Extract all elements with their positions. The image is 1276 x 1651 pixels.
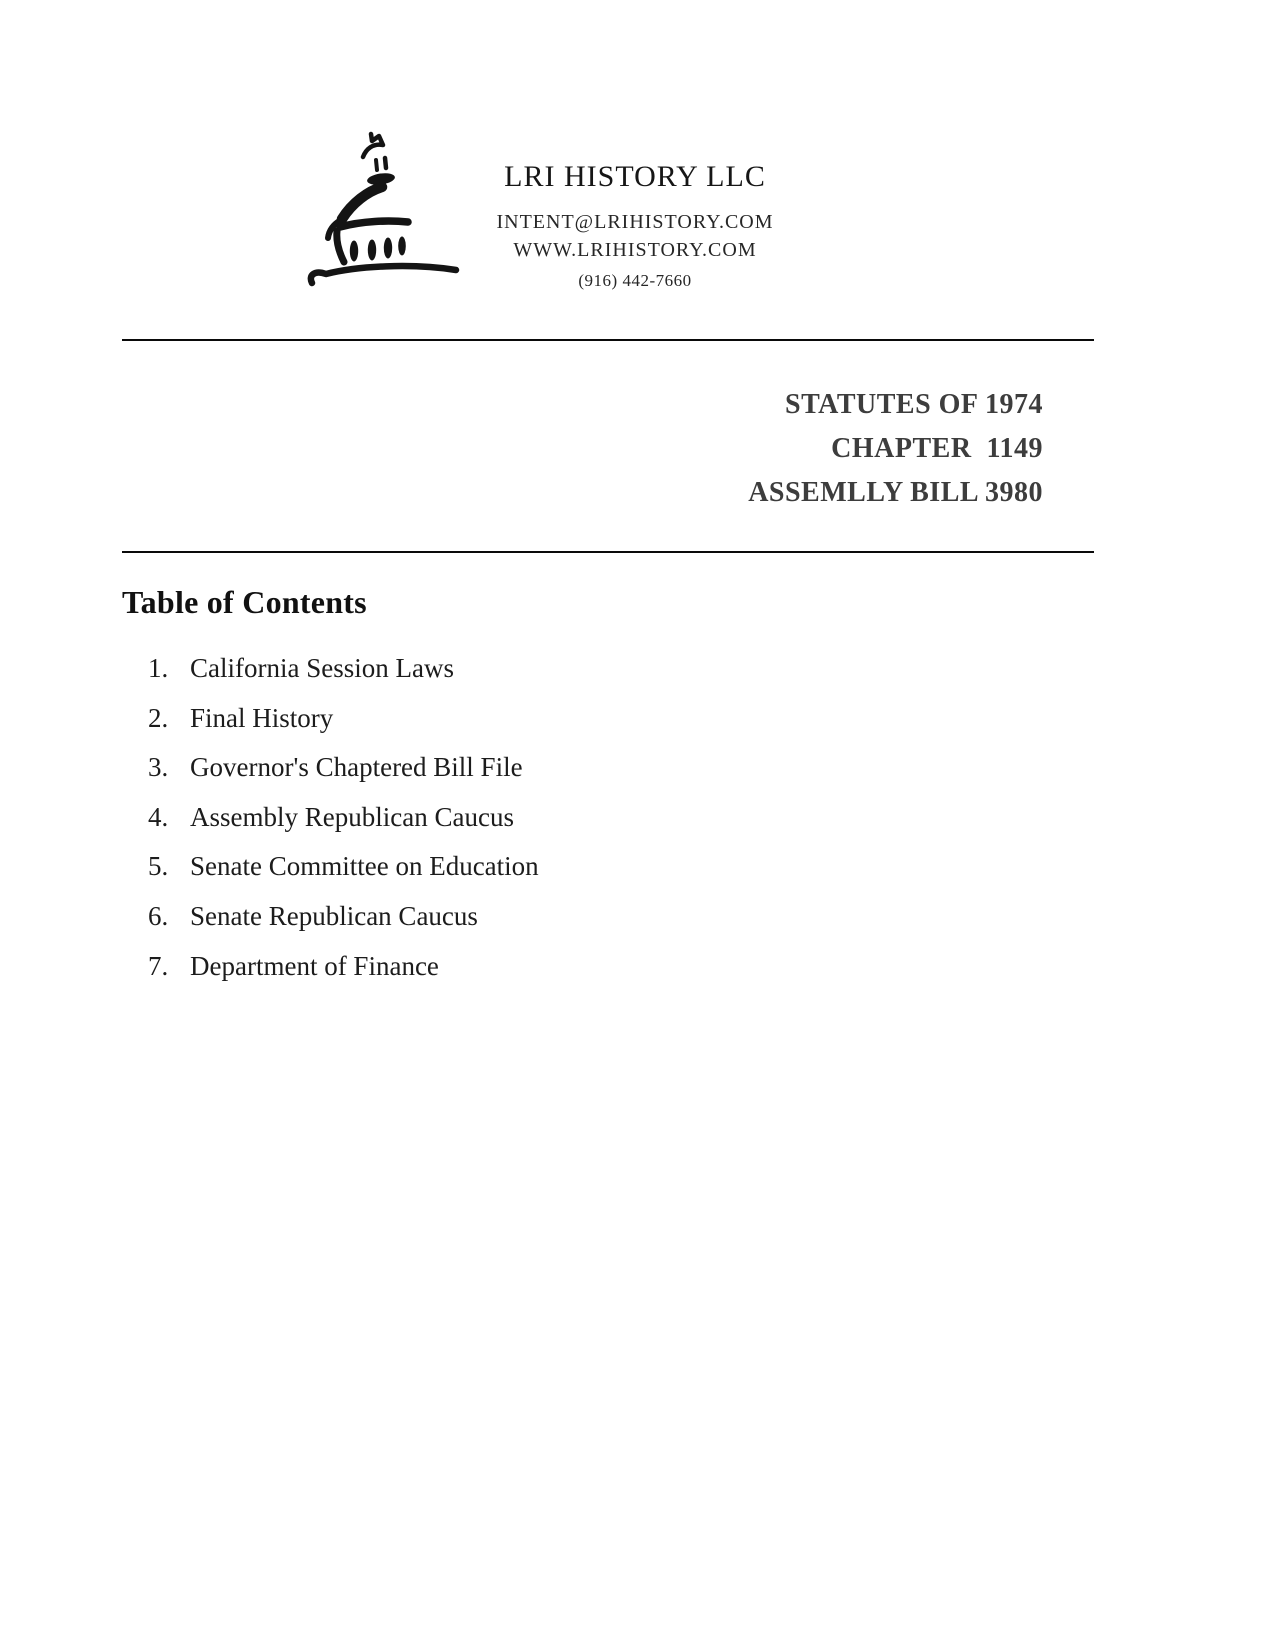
toc-item-number: 4. <box>148 801 169 832</box>
toc-item-label: Final History <box>190 702 334 733</box>
statute-reference-block <box>748 383 1043 515</box>
toc-item-label: Department of Finance <box>190 950 439 981</box>
toc-title: Table of Contents <box>122 584 367 620</box>
divider-top <box>122 339 1094 341</box>
toc-item <box>148 946 948 996</box>
toc-item-label: Senate Republican Caucus <box>190 900 478 931</box>
toc-item-number: 2. <box>148 702 169 733</box>
toc-item-number: 3. <box>148 752 169 783</box>
toc-item <box>148 747 948 797</box>
toc-item-number: 5. <box>148 851 169 882</box>
toc-list <box>148 648 948 995</box>
toc-item <box>148 797 948 847</box>
toc-item <box>148 896 948 946</box>
toc-item-label: California Session Laws <box>190 653 454 683</box>
company-website: WWW.LRIHISTORY.COM <box>513 239 757 261</box>
chapter-line: CHAPTER 1149 <box>831 433 1043 464</box>
toc-item-number: 7. <box>148 950 169 981</box>
toc-item <box>148 698 948 748</box>
divider-bottom <box>122 551 1094 553</box>
toc-item-label: Senate Committee on Education <box>190 851 539 882</box>
capitol-dome-logo-icon <box>296 124 466 294</box>
assembly-bill-line: ASSEMLLY BILL 3980 <box>748 477 1043 508</box>
toc-item <box>148 648 948 698</box>
statutes-year-line: STATUTES OF 1974 <box>785 389 1043 420</box>
toc-item-number: 1. <box>148 653 169 683</box>
company-name: LRI HISTORY LLC <box>504 160 766 193</box>
toc-item-label: Governor's Chaptered Bill File <box>190 752 523 783</box>
toc-item <box>148 846 948 896</box>
toc-item-number: 6. <box>148 900 169 931</box>
company-phone: (916) 442-7660 <box>578 271 692 290</box>
toc-item-label: Assembly Republican Caucus <box>190 801 514 832</box>
company-email: INTENT@LRIHISTORY.COM <box>496 211 774 233</box>
